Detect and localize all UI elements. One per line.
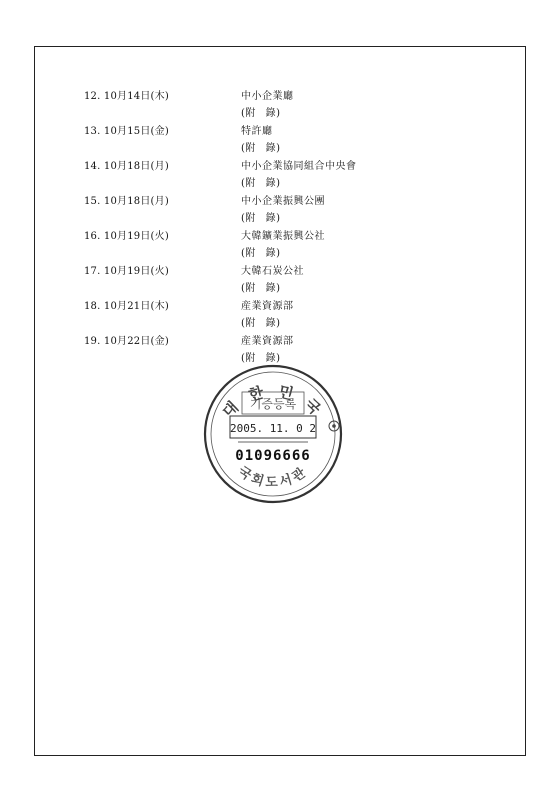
entry-date: 14. 10月18日(月) (84, 161, 169, 172)
entry-organization: 特許廳 (241, 126, 273, 137)
entry-organization: 大韓鑛業振興公社 (241, 231, 325, 242)
entry-date: 18. 10月21日(木) (84, 301, 169, 312)
schedule-entry (84, 88, 384, 123)
entry-organization: 大韓石炭公社 (241, 266, 304, 277)
entry-date: 13. 10月15日(金) (84, 126, 169, 137)
stamp-bottom-arc-text: 국회도서관 (234, 464, 312, 491)
schedule-entry (84, 228, 384, 263)
entry-date: 15. 10月18日(月) (84, 196, 169, 207)
entry-annex: (附 錄) (241, 318, 281, 329)
entry-date: 16. 10月19日(火) (84, 231, 169, 242)
entry-date: 19. 10月22日(金) (84, 336, 169, 347)
schedule-entry (84, 298, 384, 333)
entry-annex: (附 錄) (241, 248, 281, 259)
entry-organization: 産業資源部 (241, 336, 294, 347)
entry-annex: (附 錄) (241, 108, 281, 119)
entry-annex: (附 錄) (241, 213, 281, 224)
schedule-entry (84, 193, 384, 228)
schedule-entry (84, 123, 384, 158)
entry-date: 17. 10月19日(火) (84, 266, 169, 277)
stamp-top-arc-text: 대 한 민 국 (218, 382, 328, 421)
registration-stamp (198, 356, 348, 506)
stamp-number: 01096666 (235, 448, 311, 464)
schedule-entry (84, 263, 384, 298)
schedule-entry (84, 158, 384, 193)
entry-annex: (附 錄) (241, 143, 281, 154)
stamp-date: 2005. 11. 0 2 (229, 422, 317, 435)
entry-date: 12. 10月14日(木) (84, 91, 169, 102)
schedule-list (84, 88, 384, 368)
entry-annex: (附 錄) (241, 353, 281, 364)
entry-annex: (附 錄) (241, 178, 281, 189)
stamp-center-label: 기증등록 (249, 397, 297, 411)
stamp-seal (198, 356, 348, 506)
entry-organization: 中小企業協同組合中央會 (241, 161, 357, 172)
entry-organization: 産業資源部 (241, 301, 294, 312)
entry-organization: 中小企業振興公團 (241, 196, 325, 207)
entry-annex: (附 錄) (241, 283, 281, 294)
entry-organization: 中小企業廳 (241, 91, 294, 102)
